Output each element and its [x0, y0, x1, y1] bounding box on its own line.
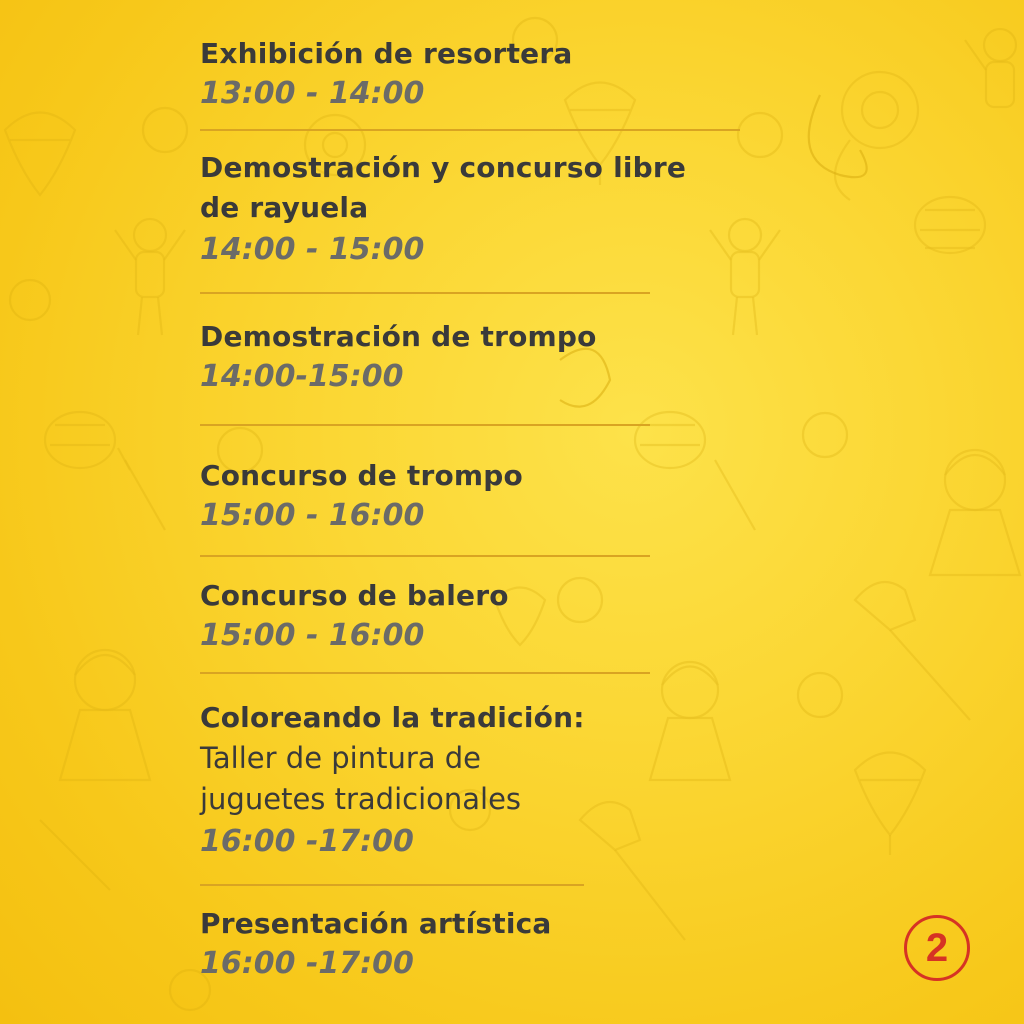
schedule-item-7 [200, 904, 552, 984]
event-time: 16:00 -17:00 [200, 946, 414, 981]
wrestler-toy-icon [965, 29, 1016, 107]
doll-icon [930, 450, 1020, 575]
divider [200, 424, 650, 426]
doll-icon [60, 650, 150, 780]
schedule-item-1 [200, 34, 572, 114]
page-number: 2 [925, 926, 949, 970]
event-title: Presentación artística [200, 907, 552, 940]
schedule-item-4 [200, 456, 523, 536]
schedule-item-6 [200, 698, 585, 862]
divider [200, 884, 584, 886]
divider [200, 292, 650, 294]
yoyo-icon [835, 72, 918, 200]
event-time: 13:00 - 14:00 [200, 76, 425, 111]
event-title: Concurso de trompo [200, 459, 523, 492]
page-number-badge [904, 915, 970, 981]
wrestler-toy-icon [710, 219, 780, 335]
hobby-horse-icon [855, 582, 970, 720]
drum-icon [915, 197, 985, 253]
divider [200, 555, 650, 557]
divider [200, 672, 650, 674]
schedule-item-3 [200, 317, 597, 397]
string-swirl-icon [809, 95, 867, 177]
event-title: Exhibición de resortera [200, 37, 573, 70]
doll-icon [650, 662, 730, 780]
event-subtitle-line-2: juguetes tradicionales [200, 782, 522, 816]
event-time: 16:00 -17:00 [200, 824, 414, 859]
spinning-top-icon [5, 113, 75, 196]
event-time: 14:00 - 15:00 [200, 232, 425, 267]
event-title: Demostración de trompo [200, 320, 597, 353]
event-time: 15:00 - 16:00 [200, 618, 425, 653]
wrestler-toy-icon [115, 219, 185, 335]
event-time: 14:00-15:00 [200, 359, 404, 394]
event-subtitle-line-1: Taller de pintura de [200, 741, 482, 775]
drum-icon [45, 412, 115, 468]
divider [200, 129, 740, 131]
event-title: Concurso de balero [200, 579, 509, 612]
drum-icon [635, 412, 705, 468]
hobby-horse-icon [580, 802, 685, 940]
event-title-line-2: de rayuela [200, 191, 369, 224]
spinning-top-icon [855, 753, 925, 856]
event-title: Coloreando la tradición: [200, 701, 585, 734]
event-time: 15:00 - 16:00 [200, 498, 425, 533]
schedule-item-2 [200, 148, 686, 270]
schedule-item-5 [200, 576, 509, 656]
event-title-line-1: Demostración y concurso libre [200, 151, 687, 184]
